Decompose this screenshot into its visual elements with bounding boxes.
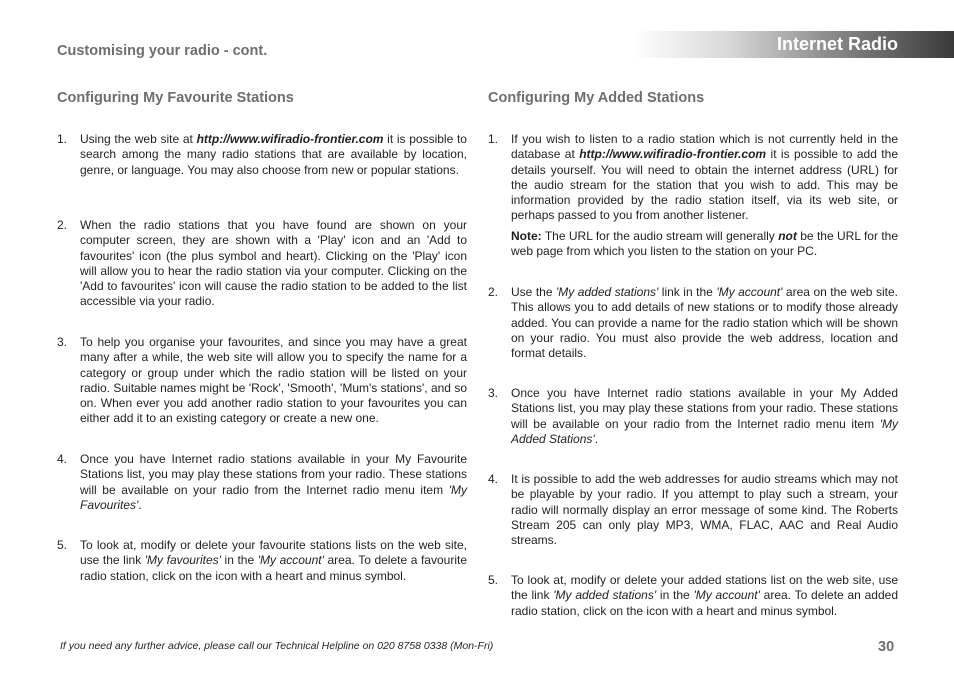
link-name: 'My favourites' xyxy=(144,553,221,568)
item-number: 4. xyxy=(57,452,68,466)
menu-item-name: 'My Favourites' xyxy=(80,482,467,512)
list-item xyxy=(488,285,898,361)
item-text: Once you have Internet radio stations available in your My Added Stations list, you may play these stations from your radio. These stations will be available on your radio from the Internet radio menu item xyxy=(511,386,898,431)
note-text: The URL for the audio stream will generally xyxy=(541,228,779,243)
item-number: 1. xyxy=(488,132,499,146)
item-text: To help you organise your favourites, and since you may have a great many after a while, the web site will allow you to specify the name for a category or group under which the radio station will be listed on your radio. Suitable names might be 'Rock', 'Smooth', 'Mum's stations', and so on. When ever you add another radio station to your favourites you can either add it to an existing category or create a new one. xyxy=(80,335,467,426)
note xyxy=(511,229,898,260)
area-name: 'My account' xyxy=(716,285,783,299)
page-number: 30 xyxy=(878,639,895,655)
item-text: It is possible to add the web addresses for audio streams which may not be playable by your radio. If you attempt to play such a stream, your radio will normally display an error message of some kind. The Roberts Stream 205 can only play MP3, WMA, FLAC, AAC and Real Audio streams. xyxy=(511,472,898,548)
item-number: 2. xyxy=(488,285,499,299)
item-text: it is possible to add the details yourself. You will need to obtain the internet address (URL) for the audio stream for the station that you wish to add. This may be information provided by the radio station itself, via its web site, or perhaps passed to you from another listener. xyxy=(511,147,898,223)
item-number: 1. xyxy=(57,132,68,146)
item-text: in the xyxy=(656,588,694,603)
item-text: Use the xyxy=(511,285,557,299)
list-item xyxy=(57,132,467,178)
item-text: area. To delete a favourite radio station, click on the icon with a heart and minus symbol. xyxy=(80,553,467,583)
list-item xyxy=(488,132,898,259)
item-text: To look at, modify or delete your favourite stations lists on the web site, use the link xyxy=(80,538,467,568)
item-text: in the xyxy=(220,553,258,568)
item-text: area on the web site. This allows you to add details of new stations or to modify those already added. You can provide a name for the radio station which will be shown on your radio. You must also provide the web address, location and format details. xyxy=(511,285,898,361)
list-item xyxy=(488,386,898,447)
item-text: Once you have Internet radio stations available in your My Favourite Stations list, you may play these stations from your radio. These stations will be available on your radio from the Internet radio menu item xyxy=(80,452,467,497)
item-text: link in the xyxy=(658,285,717,299)
menu-item-name: 'My Added Stations' xyxy=(511,416,898,446)
item-number: 4. xyxy=(488,472,499,486)
right-column-heading: Configuring My Added Stations xyxy=(488,90,705,106)
item-number: 2. xyxy=(57,218,68,232)
footer-helpline-note: If you need any further advice, please call our Technical Helpline on 020 8758 0338 (Mon-Fri) xyxy=(60,640,494,652)
list-item xyxy=(488,573,898,619)
item-text: Using the web site at xyxy=(80,132,197,146)
list-item xyxy=(57,452,467,513)
item-text: If you wish to listen to a radio station which is not currently held in the database at xyxy=(511,132,898,162)
item-text: it is possible to search among the many radio stations that are available by location, genre, or language. You may also choose from new or popular stations. xyxy=(80,132,467,177)
area-name: 'My account' xyxy=(693,588,760,603)
item-text: To look at, modify or delete your added stations list on the web site, use the link xyxy=(511,573,898,603)
page-subtitle: Customising your radio - cont. xyxy=(57,43,268,59)
list-item xyxy=(57,218,467,310)
link-name: 'My added stations' xyxy=(556,285,659,299)
item-text: When the radio stations that you have found are shown on your computer screen, they are shown with a 'Play' icon and an 'Add to favourites' icon (the plus symbol and heart). Clicking on the 'Play' icon will allow you to hear the radio station via your computer. Clicking on the 'Add to favourites' icon will cause the radio station to be added to the list accessible via your radio. xyxy=(80,218,467,309)
item-number: 3. xyxy=(57,335,68,349)
website-link: http://www.wifiradio-frontier.com xyxy=(196,132,384,146)
item-number: 5. xyxy=(488,573,499,587)
item-number: 5. xyxy=(57,538,68,552)
item-text: . xyxy=(594,431,599,446)
list-item xyxy=(57,538,467,584)
note-label: Note: xyxy=(511,228,542,243)
link-name: 'My added stations' xyxy=(553,588,657,603)
item-number: 3. xyxy=(488,386,499,400)
list-item xyxy=(488,472,898,548)
website-link: http://www.wifiradio-frontier.com xyxy=(579,147,767,162)
area-name: 'My account' xyxy=(257,553,324,568)
item-text: . xyxy=(138,497,142,512)
section-title: Internet Radio xyxy=(776,34,898,54)
note-text: be the URL for the web page from which you listen to the station on your PC. xyxy=(511,228,899,259)
section-header-band xyxy=(633,31,954,58)
note-emphasis: not xyxy=(778,228,797,243)
item-text: area. To delete an added radio station, click on the icon with a heart and minus symbol. xyxy=(511,588,898,618)
list-item xyxy=(57,335,467,427)
left-column-heading: Configuring My Favourite Stations xyxy=(57,90,294,106)
